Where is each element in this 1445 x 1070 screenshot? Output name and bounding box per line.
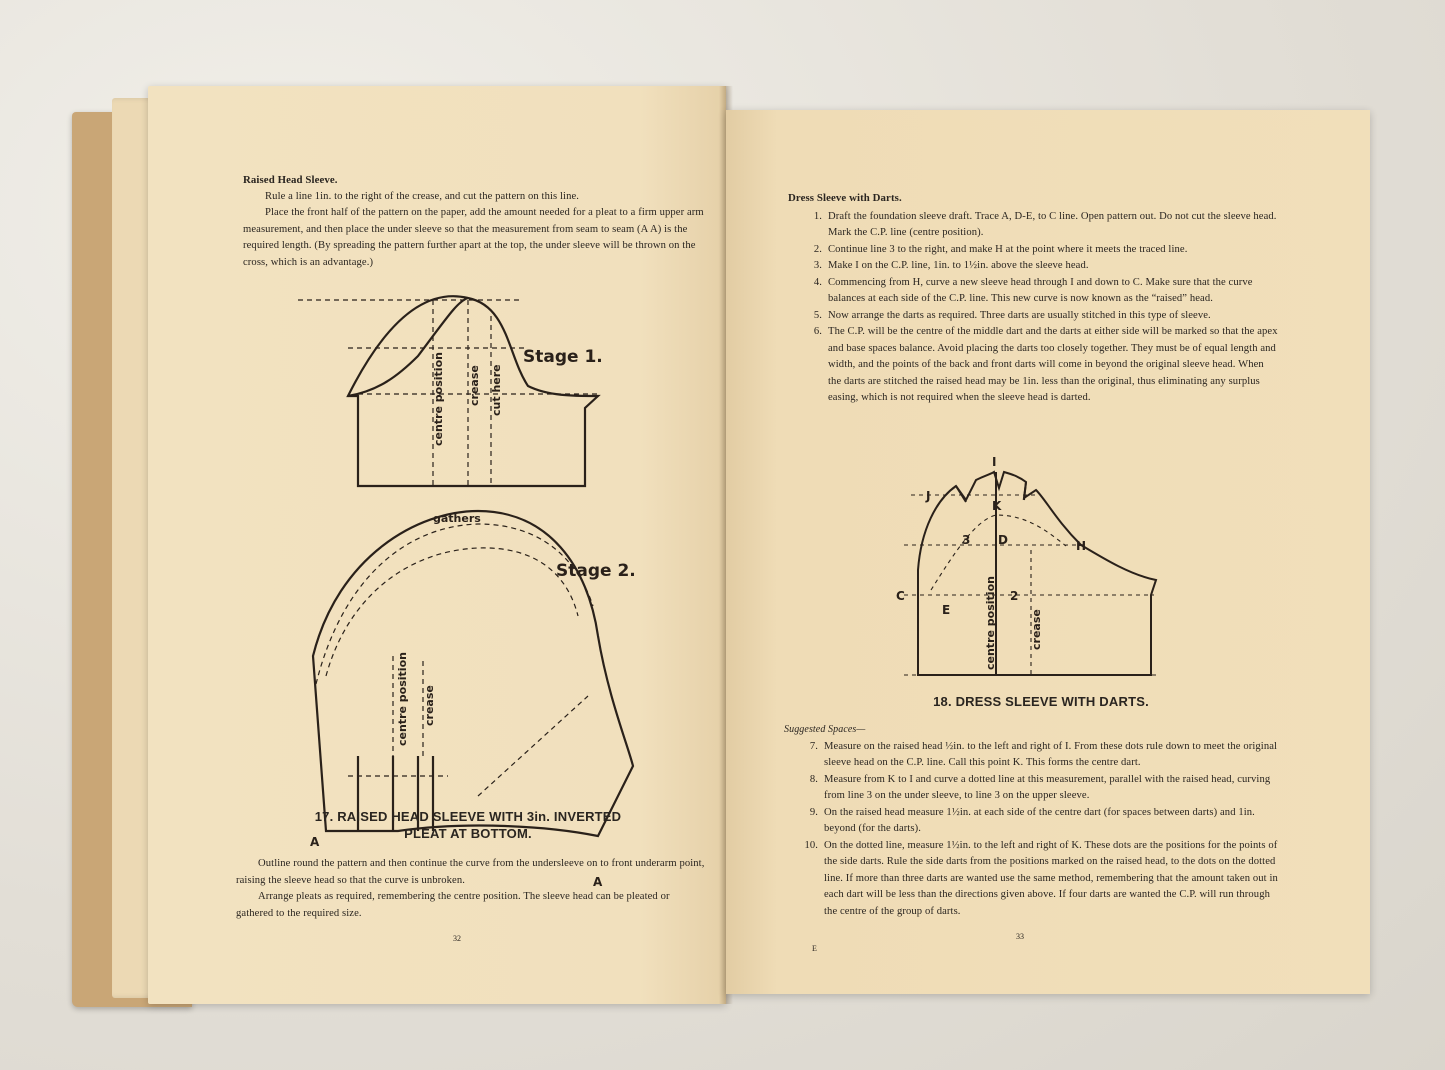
point-e: E <box>942 603 951 617</box>
stage1-centre-label: centre position <box>432 352 445 446</box>
right-page-number: 33 <box>1016 932 1024 941</box>
stage2-gathers-label: gathers <box>433 512 481 525</box>
left-outro-para-1: Outline round the pattern and then continue the curve from the undersleeve on to front underarm point, raising the sleeve head so that the curve is unbroken. <box>236 858 705 886</box>
step-9-text: On the raised head measure 1½in. at each side of the centre dart (for spaces between darts) and 1in. beyond (for the darts). <box>824 806 1255 834</box>
left-page-number: 32 <box>453 934 461 943</box>
step-1-num: 1. <box>813 210 822 222</box>
step-10-text: On the dotted line, measure 1½in. to the left and right of K. These dots are the positions for the points of the side darts. Rule the side darts from the positions marked on the raised head, to the dots on the dotted line. If more than three darts are wanted use the same method, remembering that the amount taken out in each dart will be less than the directions given above. If four darts are wanted the C.P. will run through the centre of the group of darts. <box>824 839 1278 917</box>
step-6 <box>788 324 1278 407</box>
step-5-text: Now arrange the darts as required. Three darts are usually stitched in this type of sleeve. <box>828 309 1211 321</box>
step-5 <box>788 308 1278 325</box>
signature-mark: E <box>812 944 817 953</box>
left-intro <box>243 172 713 271</box>
left-intro-para-1: Rule a line 1in. to the right of the crease, and cut the pattern on this line. <box>265 190 580 202</box>
step-2-num: 2. <box>813 243 822 255</box>
step-7-num: 7. <box>809 740 818 752</box>
line-2: 2 <box>1010 589 1019 603</box>
point-d: D <box>998 533 1008 547</box>
step-4 <box>788 275 1278 308</box>
point-k: K <box>992 499 1002 513</box>
stage2-centre-label: centre position <box>396 652 409 746</box>
point-h: H <box>1076 539 1087 553</box>
point-a-left: A <box>310 835 320 849</box>
right-page <box>726 110 1370 994</box>
step-9-num: 9. <box>809 806 818 818</box>
step-4-text: Commencing from H, curve a new sleeve head through I and down to C. Make sure that the curve balances at each side of the C.P. line. This new curve is now known as the “raised” head. <box>828 276 1253 304</box>
stage1-crease-label: crease <box>468 365 481 406</box>
figure-18-diagram <box>726 450 1370 690</box>
step-4-num: 4. <box>813 276 822 288</box>
line-3: 3 <box>962 533 971 547</box>
figure-18-caption: 18. DRESS SLEEVE WITH DARTS. <box>933 694 1149 709</box>
step-3 <box>788 258 1278 275</box>
step-1 <box>788 209 1278 242</box>
centre-position-label: centre position <box>984 576 997 670</box>
step-7 <box>784 739 1279 772</box>
right-steps <box>788 190 1278 407</box>
suggested-spaces <box>784 722 1279 920</box>
left-intro-para-2: Place the front half of the pattern on the paper, add the amount needed for a pleat to a firm upper arm measurement, and then place the under sleeve so that the measurement from seam to seam (A A) is the required length. (By spreading the pattern further apart at the top, the under sleeve will be thrown on the cross, which is an advantage.) <box>243 207 704 268</box>
step-10 <box>784 838 1279 921</box>
stage1-label: Stage 1. <box>523 347 603 367</box>
point-i: I <box>992 455 997 469</box>
step-6-num: 6. <box>813 326 822 337</box>
point-a-right: A <box>593 875 603 889</box>
suggested-heading: Suggested Spaces— <box>784 724 866 735</box>
point-c: C <box>896 589 905 603</box>
stage2-crease-label: crease <box>423 685 436 726</box>
step-6-text: The C.P. will be the centre of the middle dart and the darts at either side will be marked so that the apex and base spaces balance. Avoid placing the darts too closely together. They must be of equal length and width, and the points of the back and front darts will come in beyond the original sleeve head. When the darts are stitched the raised head may be 1in. less than the original, thus eliminating any surplus easing, which is not required when the sleeve head is darted. <box>828 326 1278 403</box>
step-3-num: 3. <box>813 260 822 271</box>
stage2-label: Stage 2. <box>556 561 636 581</box>
right-heading: Dress Sleeve with Darts. <box>788 192 902 204</box>
point-j: J <box>926 489 931 503</box>
step-8 <box>784 772 1279 805</box>
left-outro-para-2: Arrange pleats as required, remembering the centre position. The sleeve head can be pleated or gathered to the required size. <box>236 891 670 919</box>
step-3-text: Make I on the C.P. line, 1in. to 1½in. above the sleeve head. <box>828 260 1089 271</box>
step-8-num: 8. <box>809 773 818 785</box>
step-2-text: Continue line 3 to the right, and make H at the point where it meets the traced line. <box>828 243 1188 255</box>
figure-17-caption: 17. RAISED HEAD SLEEVE WITH 3in. INVERTED PLEAT AT BOTTOM. <box>314 809 622 841</box>
step-8-text: Measure from K to I and curve a dotted line at this measurement, parallel with the raised head, curving from line 3 on the under sleeve, to line 3 on the upper sleeve. <box>824 773 1271 801</box>
step-2 <box>788 242 1278 259</box>
step-9 <box>784 805 1279 838</box>
step-10-num: 10. <box>804 839 818 851</box>
left-heading: Raised Head Sleeve. <box>243 174 338 186</box>
left-page <box>148 86 726 1004</box>
step-5-num: 5. <box>813 309 822 321</box>
left-outro <box>236 856 706 922</box>
step-1-text: Draft the foundation sleeve draft. Trace A, D-E, to C line. Open pattern out. Do not cut the sleeve head. Mark the C.P. line (centre position). <box>828 210 1277 238</box>
stage1-cut-label: cut here <box>490 364 503 416</box>
crease-label: crease <box>1030 609 1043 650</box>
step-7-text: Measure on the raised head ½in. to the left and right of I. From these dots rule down to meet the original sleeve head on the C.P. line. Call this point K. This forms the centre dart. <box>824 740 1278 768</box>
